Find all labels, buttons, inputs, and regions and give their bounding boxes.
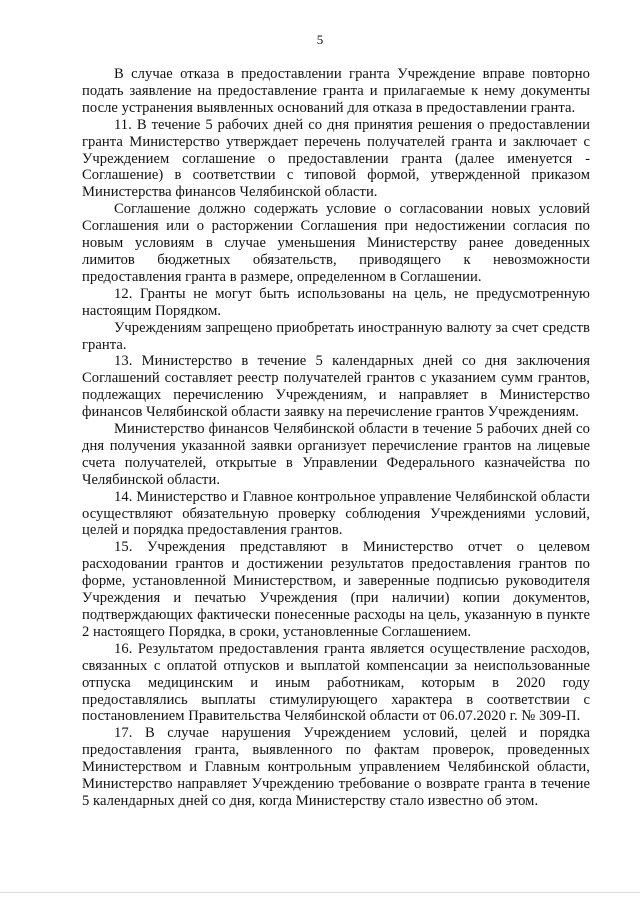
- paragraph-16-result: 16. Результатом предоставления гранта является осуществление расходов, связанных с оплатой отпусков и выплатой компенсации за неиспользованные отпуска медицинским и иным работникам, которым в 2020 году предоставлялись выплаты стимулирующего характера в соответствии с постановлением Правительства Челябинской области от 06.07.2020 г. № 309-П.: [82, 640, 590, 725]
- page-number: 5: [316, 32, 324, 47]
- document-body: [82, 66, 590, 810]
- paragraph-14-compliance-check: 14. Министерство и Главное контрольное управление Челябинской области осуществляют обязательную проверку соблюдения Учреждениями условий, целей и порядка предоставления грантов.: [82, 488, 590, 539]
- bottom-scan-edge: [0, 892, 640, 893]
- paragraph-refusal-resubmission: В случае отказа в предоставлении гранта Учреждение вправе повторно подать заявление на предоставление гранта и прилагаемые к нему документы после устранения выявленных оснований для отказа в предоставлении гранта.: [82, 66, 590, 116]
- paragraph-finance-ministry-transfer: Министерство финансов Челябинской области в течение 5 рабочих дней со дня получения указанной заявки организует перечисление грантов на лицевые счета получателей, открытые в Управлении Федерального казначейства по Челябинской области.: [82, 421, 590, 488]
- paragraph-agreement-conditions: Соглашение должно содержать условие о согласовании новых условий Соглашения или о расторжении Соглашения при недостижении согласия по новым условиям в случае уменьшения Министерству ранее доведенных лимитов бюджетных обязательств, приводящего к невозможности предоставления гранта в размере, определенном в Соглашении.: [82, 201, 590, 285]
- paragraph-17-violation-refund: 17. В случае нарушения Учреждением условий, целей и порядка предоставления гранта, выявленного по фактам проверок, проведенных Министерством и Главным контрольным управлением Челябинской области, Министерство направляет Учреждению требование о возврате гранта в течение 5 календарных дней со дня, когда Министерству стало известно об этом.: [82, 725, 590, 809]
- paragraph-currency-prohibition: Учреждениям запрещено приобретать иностранную валюту за счет средств гранта.: [82, 319, 590, 353]
- paragraph-15-report: 15. Учреждения представляют в Министерство отчет о целевом расходовании грантов и достижении результатов предоставления грантов по форме, установленной Министерством, и заверенные подписью руководителя Учреждения и печатью Учреждения (при наличии) копии документов, подтверждающих фактически понесенные расходы на цель, указанную в пункте 2 настоящего Порядка, в сроки, установленные Соглашением.: [82, 539, 590, 640]
- paragraph-12-purpose-restriction: 12. Гранты не могут быть использованы на цель, не предусмотренную настоящим Порядком.: [82, 285, 590, 319]
- paragraph-13-recipient-register: 13. Министерство в течение 5 календарных дней со дня заключения Соглашений составляет реестр получателей грантов с указанием сумм грантов, подлежащих перечислению Учреждениям, и направляет в Министерство финансов Челябинской области заявку на перечисление грантов Учреждениям.: [82, 353, 590, 421]
- paragraph-11-grant-agreement: 11. В течение 5 рабочих дней со дня принятия решения о предоставлении гранта Министерство утверждает перечень получателей гранта и заключает с Учреждением соглашение о предоставлении гранта (далее именуется - Соглашение) в соответствии с типовой формой, утвержденной приказом Министерства финансов Челябинской области.: [82, 116, 590, 201]
